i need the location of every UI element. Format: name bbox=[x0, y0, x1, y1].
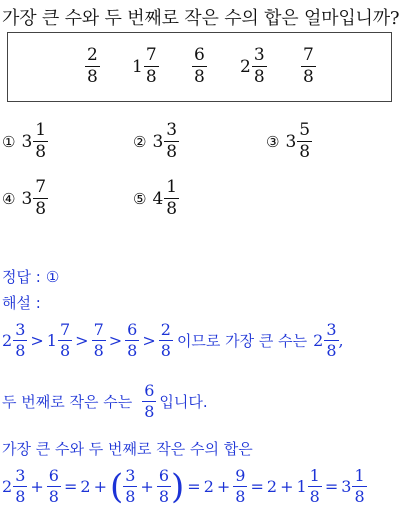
choice-4[interactable]: ④ 3 $\frac{7}{8}$ bbox=[2, 177, 47, 219]
choice-1[interactable]: ① 3 $\frac{1}{8}$ bbox=[2, 120, 47, 162]
sum-calculation: 2 $\frac{3}{8}$ + $\frac{6}{8}$ = 2 + ( $\frac{3}{8}$ + $\frac{6}{8}$ ) = 2 + $\frac{9}{8}$ = 2 + 1 $\frac{1}{8}$ = 3 $\frac{1}{8}$ bbox=[2, 466, 365, 507]
choice-3[interactable]: ③ 3 $\frac{5}{8}$ bbox=[266, 120, 311, 162]
explanation-heading: 해설 : bbox=[2, 294, 41, 312]
number-item: $\frac{7}{8}$ bbox=[303, 45, 314, 87]
comparison-line: 2 $\frac{3}{8}$ > 1 $\frac{7}{8}$ > $\frac{7}{8}$ > $\frac{6}{8}$ > $\frac{2}{8}$ 이므로 가장 큰 수는 2 $\frac{3}{8}$ , bbox=[2, 320, 344, 360]
question-text: 가장 큰 수와 두 번째로 작은 수의 합은 얼마입니까? bbox=[2, 8, 400, 29]
choice-5[interactable]: ⑤ 4 $\frac{1}{8}$ bbox=[133, 177, 178, 219]
number-box bbox=[7, 32, 392, 102]
number-item: 1 $\frac{7}{8}$ bbox=[132, 45, 157, 87]
sum-intro: 가장 큰 수와 두 번째로 작은 수의 합은 bbox=[2, 440, 253, 458]
number-item: $\frac{6}{8}$ bbox=[194, 45, 205, 87]
choice-2[interactable]: ② 3 $\frac{3}{8}$ bbox=[133, 120, 178, 162]
number-item: $\frac{2}{8}$ bbox=[87, 45, 98, 87]
number-item: 2 $\frac{3}{8}$ bbox=[240, 45, 265, 87]
answer-line: 정답 : ① bbox=[2, 268, 60, 286]
second-smallest-line: 두 번째로 작은 수는 $\frac{6}{8}$ 입니다. bbox=[2, 381, 208, 421]
